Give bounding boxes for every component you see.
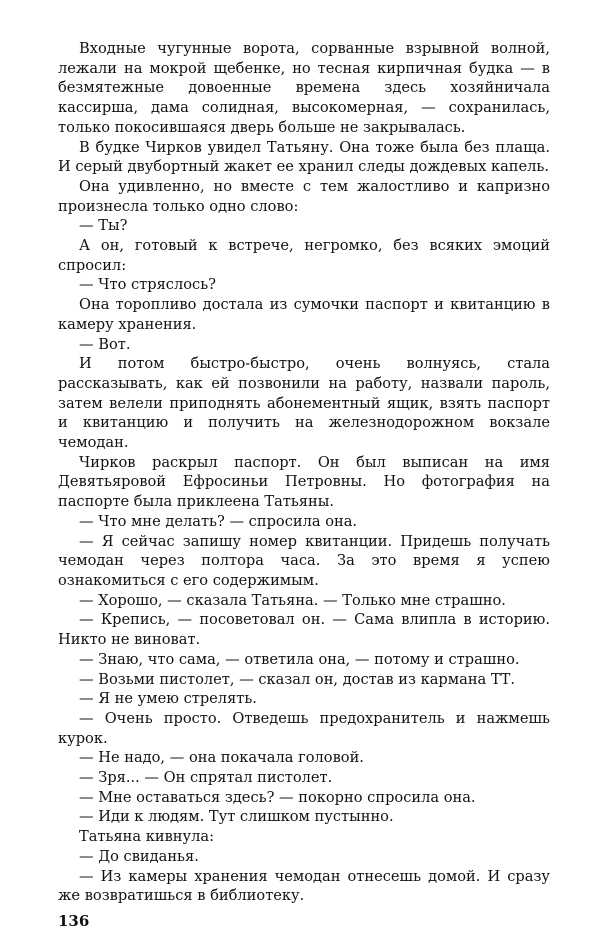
paragraph: — Знаю, что сама, — ответила она, — потому и страшно.	[79, 650, 520, 668]
paragraph: — Мне оставаться здесь? — покорно спросила она.	[79, 788, 476, 806]
paragraph: Татьяна кивнула:	[79, 828, 214, 846]
page-number: 136	[58, 912, 90, 930]
paragraph: — Крепись, — посоветовал он. — Сама влипла в историю. Никто не виноват.	[58, 611, 550, 649]
body-text	[58, 39, 550, 906]
paragraph: — До свиданья.	[79, 847, 199, 865]
paragraph: Она удивленно, но вместе с тем жалостливо и капризно произнесла только одно слово:	[58, 177, 550, 215]
paragraph: — Не надо, — она покачала головой.	[79, 749, 364, 767]
paragraph: — Очень просто. Отведешь предохранитель и нажмешь курок.	[58, 709, 550, 747]
paragraph: В будке Чирков увидел Татьяну. Она тоже была без плаща. И серый двубортный жакет ее хранил следы дождевых капель.	[58, 138, 550, 176]
paragraph: Она торопливо достала из сумочки паспорт и квитанцию в камеру хранения.	[58, 296, 550, 333]
paragraph: — Вот.	[79, 335, 131, 353]
paragraph: — Хорошо, — сказала Татьяна. — Только мне страшно.	[79, 591, 506, 609]
paragraph: — Что мне делать? — спросила она.	[79, 512, 358, 530]
paragraph: — Что стряслось?	[79, 276, 216, 294]
paragraph: — Зря... — Он спрятал пистолет.	[79, 769, 333, 787]
paragraph: — Ты?	[79, 217, 128, 235]
paragraph: — Я не умею стрелять.	[79, 690, 257, 708]
paragraph: Входные чугунные ворота, сорванные взрывной волной, лежали на мокрой щебенке, но тесная кирпичная будка — в безмятежные довоенные времена здесь хозяйничала кассирша, дама солидная, высокомерная, — сохранилась, только покосившаяся дверь больше не закрывалась.	[58, 40, 550, 136]
paragraph: — Иди к людям. Тут слишком пустынно.	[79, 808, 394, 826]
paragraph: — Я сейчас запишу номер квитанции. Придешь получать чемодан через полтора часа. За это время я успею ознакомиться с его содержимым.	[58, 532, 550, 589]
paragraph: И потом быстро-быстро, очень волнуясь, стала рассказывать, как ей позвонили на работу, назвали пароль, затем велели приподнять абонементный ящик, взять паспорт и квитанцию и получить на железнодорожном вокзале чемодан.	[58, 355, 550, 452]
paragraph: — Из камеры хранения чемодан отнесешь домой. И сразу же возвратишься в библиотеку.	[58, 867, 550, 905]
paragraph: — Возьми пистолет, — сказал он, достав из кармана ТТ.	[79, 670, 515, 688]
paragraph: А он, готовый к встрече, негромко, без всяких эмоций спросил:	[58, 237, 550, 274]
paragraph: Чирков раскрыл паспорт. Он был выписан на имя Девятьяровой Ефросиньи Петровны. Но фотография на паспорте была приклеена Татьяны.	[58, 453, 550, 511]
